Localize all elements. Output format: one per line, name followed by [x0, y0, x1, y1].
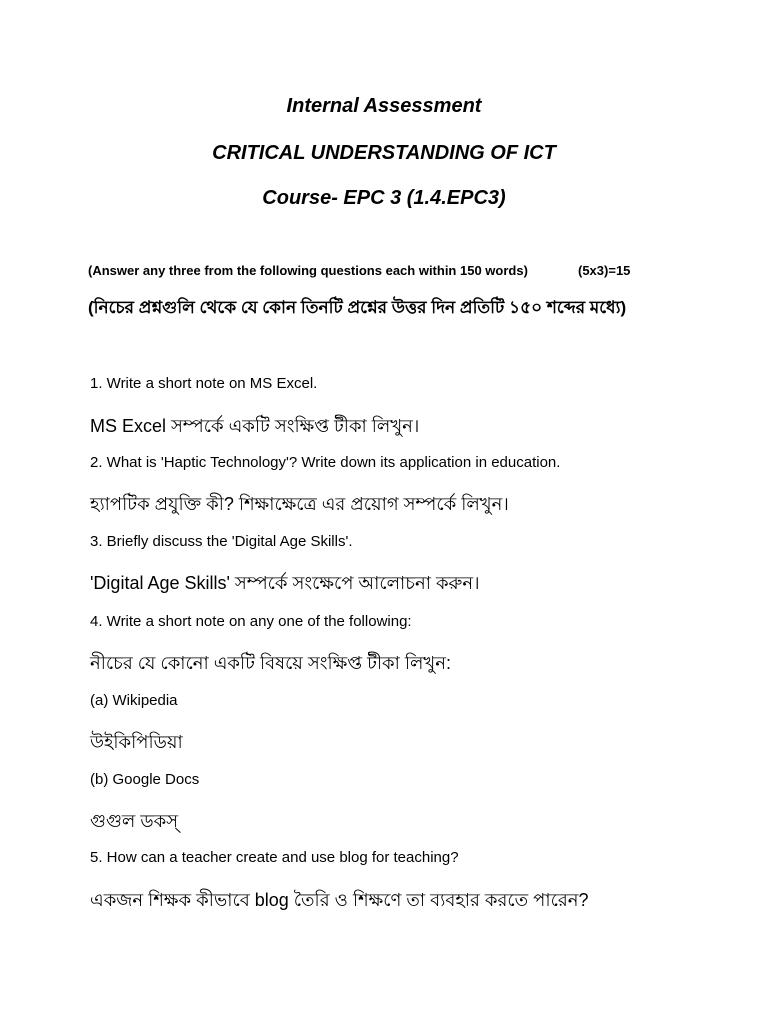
question-2-english: 2. What is 'Haptic Technology'? Write down its application in education.: [90, 454, 561, 471]
marks-distribution: (5x3)=15: [578, 263, 631, 278]
instructions-english: (Answer any three from the following questions each within 150 words): [88, 263, 528, 278]
document-title: Internal Assessment: [286, 95, 482, 117]
question-3-english: 3. Briefly discuss the 'Digital Age Skills'.: [90, 533, 353, 550]
option-b-bengali: গুগুল ডকস্: [90, 811, 179, 831]
question-1-bengali: MS Excel সম্পর্কে একটি সংক্ষিপ্ত টীকা লিখুন।: [90, 416, 420, 436]
question-4-bengali: নীচের যে কোনো একটি বিষয়ে সংক্ষিপ্ত টীকা লিখুন:: [90, 653, 451, 673]
instructions-bengali: (নিচের প্রশ্নগুলি থেকে যে কোন তিনটি প্রশ্নের উত্তর দিন প্রতিটি ১৫০ শব্দের মধ্যে): [88, 298, 627, 317]
question-1-english: 1. Write a short note on MS Excel.: [90, 375, 318, 392]
question-5-bengali: একজন শিক্ষক কীভাবে blog তৈরি ও শিক্ষণে তা ব্যবহার করতে পারেন?: [90, 890, 589, 910]
question-5-english: 5. How can a teacher create and use blog for teaching?: [90, 849, 459, 866]
option-a-bengali: উইকিপিডিয়া: [90, 732, 183, 752]
option-b-english: (b) Google Docs: [90, 771, 200, 788]
subject-title: CRITICAL UNDERSTANDING OF ICT: [212, 142, 556, 164]
question-4-english: 4. Write a short note on any one of the following:: [90, 613, 412, 630]
question-2-bengali: হ্যাপটিক প্রযুক্তি কী? শিক্ষাক্ষেত্রে এর প্রয়োগ সম্পর্কে লিখুন।: [90, 494, 509, 514]
option-a-english: (a) Wikipedia: [90, 692, 178, 709]
course-code: Course- EPC 3 (1.4.EPC3): [262, 187, 506, 209]
question-3-bengali: 'Digital Age Skills' সম্পর্কে সংক্ষেপে আলোচনা করুন।: [90, 573, 480, 593]
